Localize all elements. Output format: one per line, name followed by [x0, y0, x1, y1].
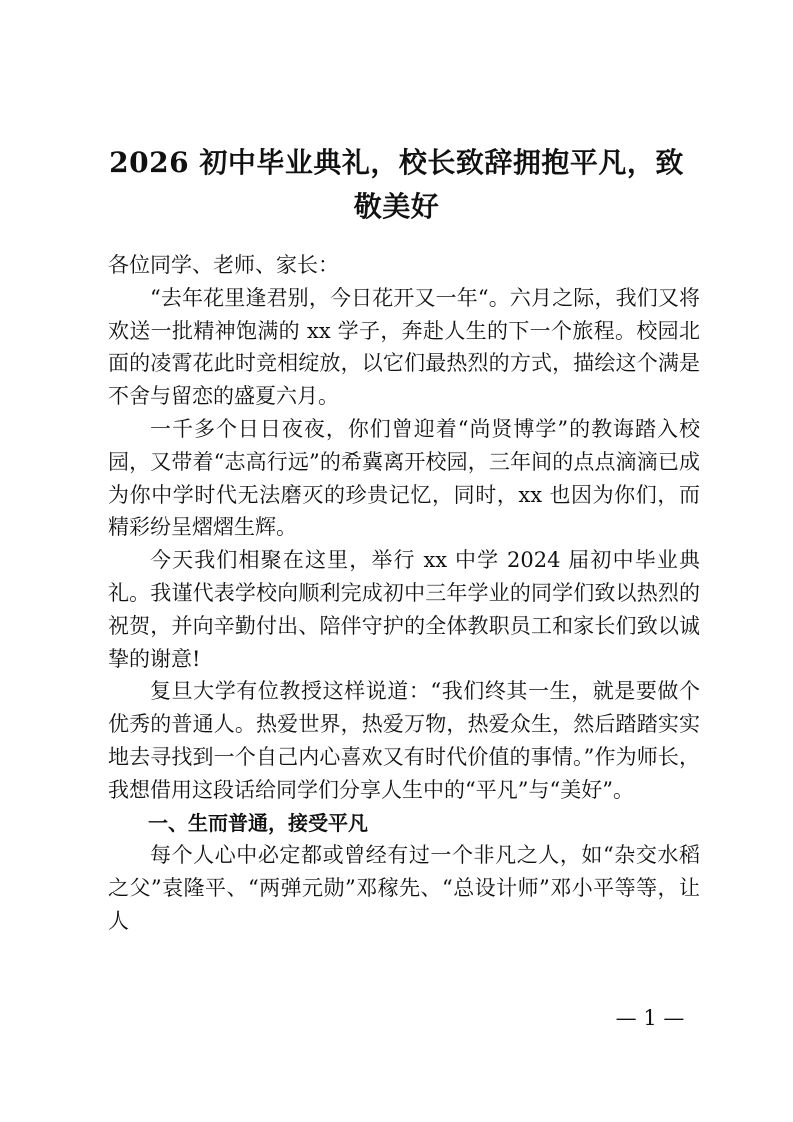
section-heading: 一、生而普通，接受平凡 [148, 810, 368, 835]
paragraph-quote: 复旦大学有位教授这样说道：“我们终其一生，就是要做个优秀的普通人。热爱世界，热爱万物，热爱众生，然后踏踏实实地去寻找到一个自己内心喜欢又有时代价值的事情。”作为师长，我想借用这段话给同学们分享人生中的“平凡”与“美好”。 [108, 679, 700, 802]
paragraph-memories: 一千多个日日夜夜，你们曾迎着“尚贤博学”的教诲踏入校园，又带着“志高行远”的希冀离开校园，三年间的点点滴滴已成为你中学时代无法磨灭的珍贵记忆，同时，xx 也因为你们，而精彩纷呈熠熠生辉。 [108, 416, 700, 540]
paragraph-opening: “去年花里逢君别，今日花开又一年“。六月之际，我们又将欢送一批精神饱满的 xx 学子，奔赴人生的下一个旅程。校园北面的凌霄花此时竞相绽放，以它们最热烈的方式，描绘这个满是不舍与留恋的盛夏六月。 [108, 285, 700, 409]
document-body [108, 249, 700, 938]
salutation: 各位同学、老师、家长： [108, 253, 339, 277]
page-number: — 1 — [615, 1006, 685, 1030]
paragraph-ceremony: 今天我们相聚在这里，举行 xx 中学 2024 届初中毕业典礼。我谨代表学校向顺利完成初中三年学业的同学们致以热烈的祝贺，并向辛勤付出、陪伴守护的全体教职员工和家长们致以诚挚的谢意! [108, 548, 700, 671]
document-title: 2026 初中毕业典礼，校长致辞拥抱平凡，致敬美好 [109, 146, 684, 223]
paragraph-role-models: 每个人心中必定都或曾经有过一个非凡之人，如“杂交水稻之父”袁隆平、“两弹元勋”邓稼先、“总设计师”邓小平等等，让人 [108, 843, 700, 933]
